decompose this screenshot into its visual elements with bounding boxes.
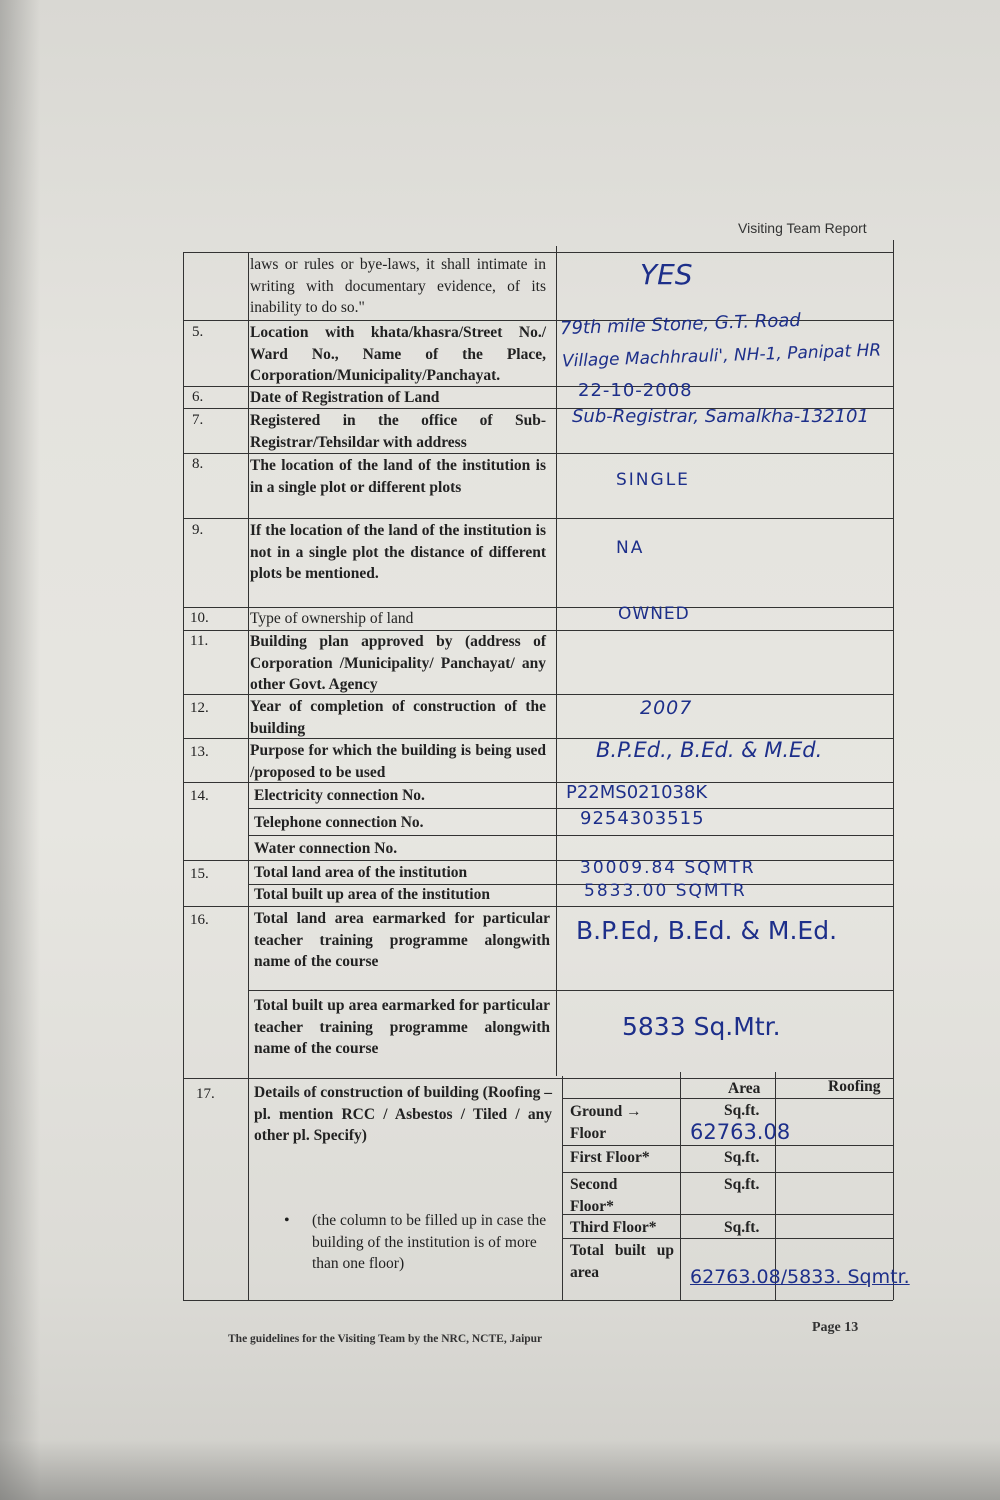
row13-label: Purpose for which the building is being used /proposed to be used xyxy=(250,742,546,781)
row7-label: Registered in the office of Sub-Registrar/Tehsildar with address xyxy=(250,412,546,451)
row6-label: Date of Registration of Land xyxy=(250,389,440,406)
row11-label: Building plan approved by (address of Corporation /Municipality/ Panchayat/ any other Govt. Agency xyxy=(250,633,546,693)
row6-value: 22-10-2008 xyxy=(578,380,693,401)
row16-land-value: B.P.Ed, B.Ed. & M.Ed. xyxy=(576,916,838,945)
row12-label: Year of completion of construction of the building xyxy=(250,698,546,737)
row17-number: 17. xyxy=(196,1086,215,1102)
row10-value: OWNED xyxy=(618,604,690,624)
row16-number: 16. xyxy=(190,912,209,928)
row10-number: 10. xyxy=(190,610,209,626)
row8-label: The location of the land of the institution is in a single plot or different plots xyxy=(250,457,546,496)
row17-total-label: Total built up area xyxy=(570,1242,674,1281)
row6-number: 6. xyxy=(192,389,204,405)
row9-number: 9. xyxy=(192,522,204,538)
row17-label: Details of construction of building (Roofing – pl. mention RCC / Asbestos / Tiled / any other pl. Specify) xyxy=(254,1084,552,1144)
row16-land-label: Total land area earmarked for particular teacher training programme alongwith name of the course xyxy=(254,910,550,970)
row15-built-label: Total built up area of the institution xyxy=(254,886,490,903)
row5-label: Location with khata/khasra/Street No./ Ward No., Name of the Place, Corporation/Municipality/Panchayat. xyxy=(250,324,546,384)
row10-label: Type of ownership of land xyxy=(250,610,414,627)
row16-built-value: 5833 Sq.Mtr. xyxy=(622,1012,781,1041)
row17-first-unit: Sq.ft. xyxy=(724,1149,760,1166)
row12-value: 2007 xyxy=(640,697,693,719)
row17-third-unit: Sq.ft. xyxy=(724,1219,760,1236)
row17-head-roofing: Roofing xyxy=(828,1078,881,1095)
row17-ground-label: Ground → Floor xyxy=(570,1103,642,1142)
row14-number: 14. xyxy=(190,788,209,804)
row17-ground-unit: Sq.ft. xyxy=(724,1102,760,1119)
paper-shadow-bottom xyxy=(0,1440,1000,1500)
row14-telephone-value: 9254303515 xyxy=(580,808,705,829)
row14-electricity-label: Electricity connection No. xyxy=(254,787,425,804)
row12-number: 12. xyxy=(190,700,209,716)
row17-head-area: Area xyxy=(728,1080,761,1097)
row5-value-line1: 79th mile Stone, G.T. Road xyxy=(559,309,802,340)
row17-third-label: Third Floor* xyxy=(570,1219,657,1236)
page-number: Page 13 xyxy=(812,1320,859,1335)
row17-note: (the column to be filled up in case the building of the institution is of more than one floor) xyxy=(312,1212,547,1272)
row15-number: 15. xyxy=(190,866,209,882)
row9-label: If the location of the land of the institution is not in a single plot the distance of different plots be mentioned. xyxy=(250,522,546,582)
row9-value: NA xyxy=(616,538,645,558)
row5-value-line2: Village Machhrauli', NH-1, Panipat HR xyxy=(561,340,882,372)
row7-number: 7. xyxy=(192,412,204,428)
bullet-point: • xyxy=(284,1212,290,1229)
row17-total-value: 62763.08/5833. Sqmtr. xyxy=(690,1266,910,1288)
row17-ground-value: 62763.08 xyxy=(690,1120,791,1144)
row14-electricity-value: P22MS021038K xyxy=(566,782,708,803)
row14-telephone-label: Telephone connection No. xyxy=(254,814,424,831)
row11-number: 11. xyxy=(190,633,209,649)
report-header: Visiting Team Report xyxy=(738,220,867,236)
row14-water-label: Water connection No. xyxy=(254,840,398,857)
row17-first-label: First Floor* xyxy=(570,1149,650,1166)
row7-value: Sub-Registrar, Samalkha-132101 xyxy=(572,406,869,427)
footer-guidelines: The guidelines for the Visiting Team by the NRC, NCTE, Jaipur xyxy=(228,1333,543,1345)
row16-built-label: Total built up area earmarked for particular teacher training programme alongwith name of the course xyxy=(254,997,550,1057)
row17-second-unit: Sq.ft. xyxy=(724,1176,760,1193)
row8-number: 8. xyxy=(192,456,204,472)
row4-value: YES xyxy=(640,258,693,291)
row8-value: SINGLE xyxy=(616,470,690,490)
row13-value: B.P.Ed., B.Ed. & M.Ed. xyxy=(596,738,823,762)
row5-number: 5. xyxy=(192,324,204,340)
row13-number: 13. xyxy=(190,744,209,760)
paper-shadow xyxy=(0,0,40,1500)
row17-second-label: Second Floor* xyxy=(570,1176,618,1215)
row4-label: laws or rules or bye-laws, it shall intimate in writing with documentary evidence, of its inability to do so." xyxy=(250,256,546,316)
row15-land-label: Total land area of the institution xyxy=(254,864,468,881)
row15-built-value: 5833.00 SQMTR xyxy=(584,881,747,901)
row15-land-value: 30009.84 SQMTR xyxy=(580,858,756,878)
